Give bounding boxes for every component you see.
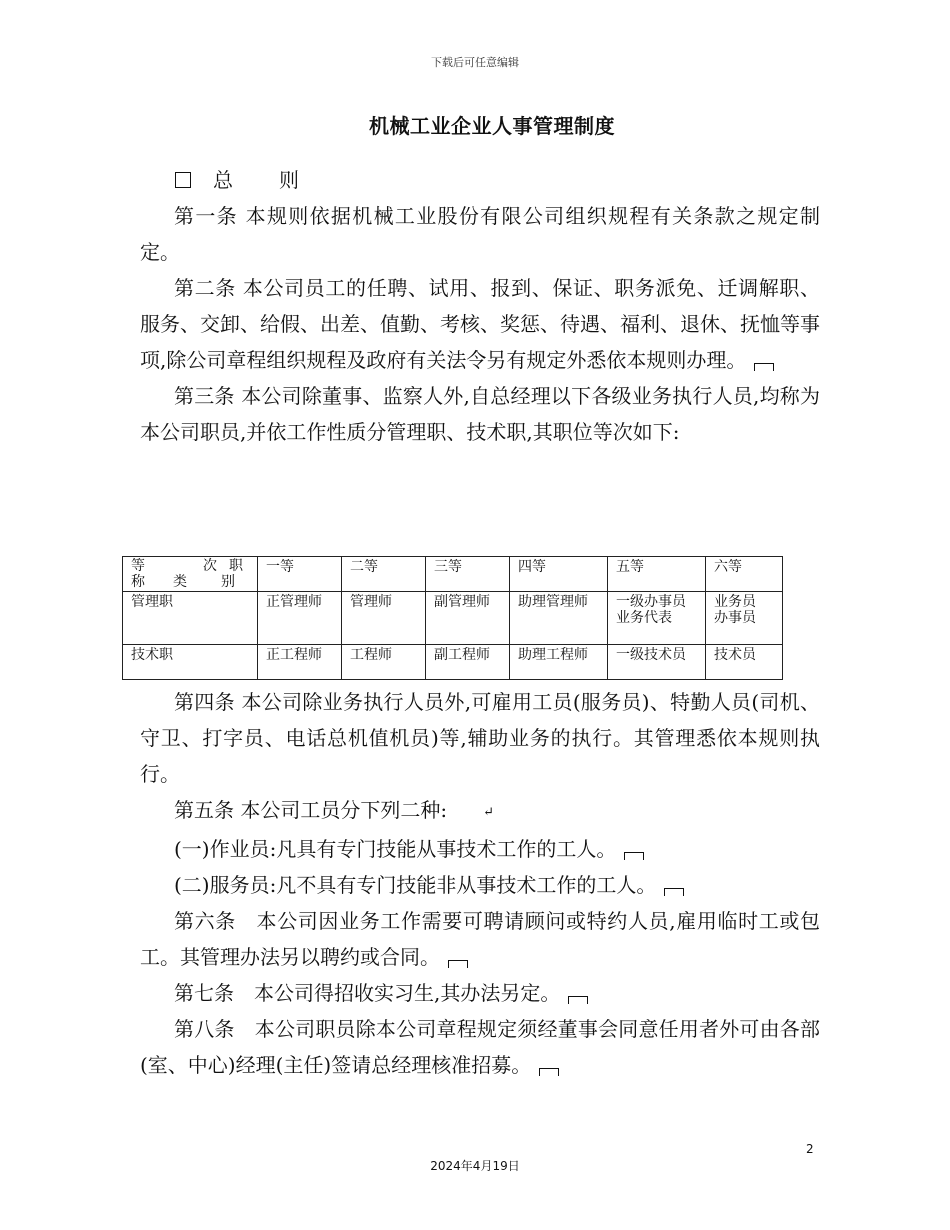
article-5: 第五条 本公司工员分下列二种: ↵ [140,792,820,831]
paragraph-mark-icon [448,960,468,968]
section-heading-char-1: 总 [213,168,233,192]
table-row [123,592,783,645]
section-heading [175,162,299,198]
corner-char: 职 [229,558,243,574]
corner-char: 别 [221,574,235,590]
corner-char: 次 [203,558,217,574]
paragraph-mark-icon [754,363,774,371]
table-cell: 正工程师 [258,645,342,680]
table-header-cell: 二等 [342,557,426,592]
articles-upper [140,198,820,450]
article-5-item-1: (一)作业员:凡具有专门技能从事技术工作的工人。 [140,831,820,867]
table-cell: 技术员 [706,645,783,680]
table-cell: 助理工程师 [510,645,608,680]
position-grade-table [122,556,783,680]
corner-char: 等 [131,558,145,574]
article-6: 第六条 本公司因业务工作需要可聘请顾问或特约人员,雇用临时工或包工。其管理办法另以聘约或合同。 [140,909,820,969]
table-cell: 一级办事员 业务代表 [608,592,706,645]
corner-char: 类 [173,574,187,590]
table-header-row [123,557,783,592]
table-cell: 管理师 [342,592,426,645]
table-cell: 正管理师 [258,592,342,645]
page-number: 2 [806,1142,814,1156]
table-cell: 助理管理师 [510,592,608,645]
paragraph-mark-icon [568,996,588,1004]
table-row-label: 管理职 [123,592,258,645]
article-5-item-2: (二)服务员:凡不具有专门技能非从事技术工作的工人。 [140,867,820,903]
table-header-cell: 三等 [426,557,510,592]
article-7: 第七条 本公司得招收实习生,其办法另定。 [140,975,820,1011]
table-row [123,645,783,680]
table-header-cell: 六等 [706,557,783,592]
table-cell: 一级技术员 [608,645,706,680]
table-corner-cell [123,557,258,592]
table-header-cell: 五等 [608,557,706,592]
section-heading-char-2: 则 [279,168,299,192]
checkbox-square-icon [175,172,191,188]
article-8: 第八条 本公司职员除本公司章程规定须经董事会同意任用者外可由各部(室、中心)经理(主任)签请总经理核准招募。 [140,1017,820,1077]
line-break-mark-icon: ↵ [483,805,495,820]
table-header-cell: 一等 [258,557,342,592]
article-3: 第三条 本公司除董事、监察人外,自总经理以下各级业务执行人员,均称为本公司职员,并依工作性质分管理职、技术职,其职位等次如下: [140,384,820,444]
paragraph-mark-icon [664,888,684,896]
table-cell: 副工程师 [426,645,510,680]
corner-char: 称 [131,574,145,590]
header-note: 下载后可任意编辑 [431,56,519,69]
article-2: 第二条 本公司员工的任聘、试用、报到、保证、职务派免、迁调解职、服务、交卸、给假、出差、值勤、考核、奖惩、待遇、福利、退休、抚恤等事项,除公司章程组织规程及政府有关法令另有规定外悉依本规则办理。 [140,276,820,372]
footer-date: 2024年4月19日 [430,1159,520,1173]
table-cell: 业务员 办事员 [706,592,783,645]
document-title: 机械工业企业人事管理制度 [369,114,615,138]
article-4: 第四条 本公司除业务执行人员外,可雇用工员(服务员)、特勤人员(司机、守卫、打字员、电话总机值机员)等,辅助业务的执行。其管理悉依本规则执行。 [140,690,820,786]
table-row-label: 技术职 [123,645,258,680]
paragraph-mark-icon [539,1068,559,1076]
table-cell: 副管理师 [426,592,510,645]
table-cell: 工程师 [342,645,426,680]
paragraph-mark-icon [624,852,644,860]
articles-lower [140,684,820,1083]
table-header-cell: 四等 [510,557,608,592]
article-1: 第一条 本规则依据机械工业股份有限公司组织规程有关条款之规定制定。 [140,204,820,264]
